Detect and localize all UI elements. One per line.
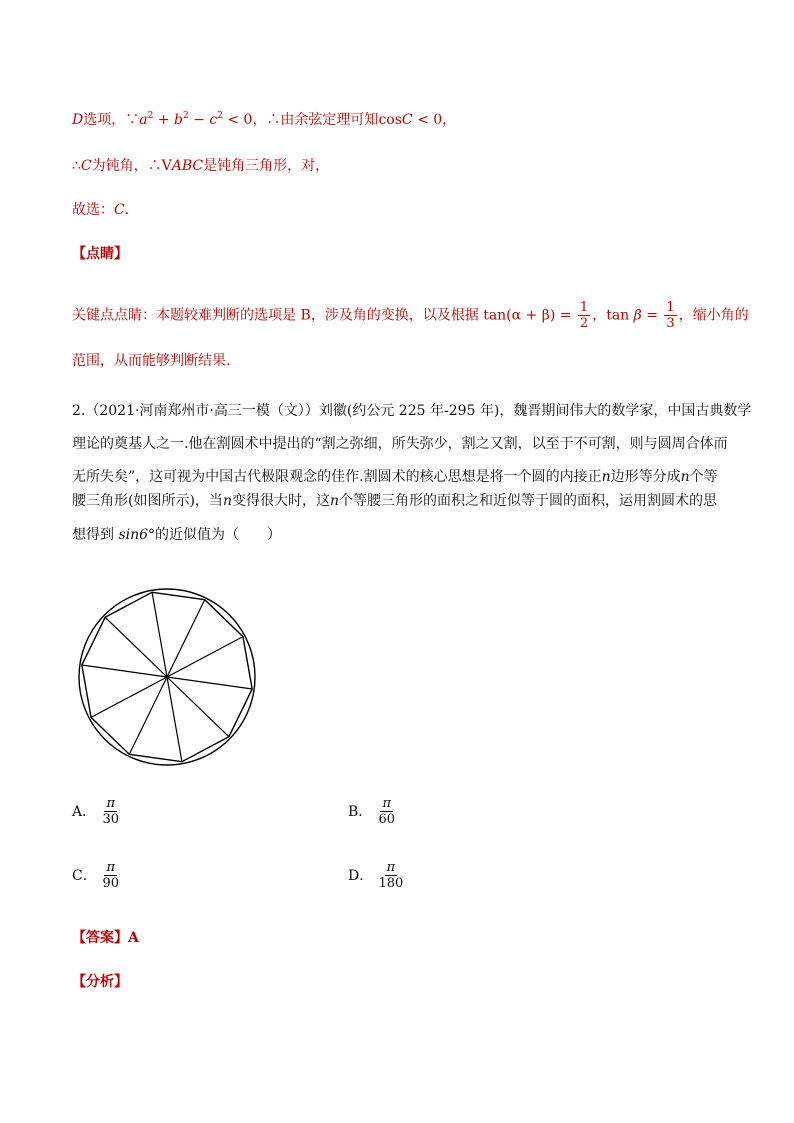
q2-line-1: 2.（2021·河南郑州市·高三一模（文））刘徽(约公元 225 年-295 年)，魏晋期间伟大的数学家，中国古典数学 — [72, 403, 752, 419]
cos-lt: < 0 — [412, 112, 443, 128]
var-n: n — [680, 469, 690, 485]
exp-a: 2 — [147, 111, 154, 121]
obtuse-text: 为钝角，∴ — [91, 158, 162, 174]
option-b-num: π — [382, 796, 391, 811]
polygon-group — [82, 592, 252, 761]
spoke-line — [129, 677, 167, 754]
spoke-line — [91, 677, 167, 717]
line-tail: ， — [442, 112, 457, 128]
var-n: n — [222, 493, 232, 509]
q2-line3-c: 个等 — [689, 469, 718, 485]
cos-func: cos — [378, 112, 402, 128]
sin-expression: sin6° — [118, 527, 156, 543]
option-c-num: π — [106, 860, 115, 875]
q2-line4-c: 个等腰三角形的面积之和近似等于圆的面积，运用割圆术的思 — [339, 493, 717, 509]
option-d-text: 选项，∵ — [83, 112, 140, 128]
solution-choice-line — [72, 200, 129, 220]
key-point-tail: ，缩小角的 — [678, 307, 749, 324]
key-point-text: 关键点点睛：本题较难判断的选项是 B，涉及角的变换，以及根据 — [72, 307, 484, 324]
cos-var: C — [401, 112, 413, 128]
inscribed-polygon-figure — [76, 586, 258, 768]
triangle-abc: ABC — [171, 158, 204, 174]
var-n: n — [329, 493, 339, 509]
choice-suffix: . — [124, 202, 130, 218]
beta-var: β — [633, 307, 642, 324]
analysis-heading: 【分析】 — [72, 974, 128, 990]
option-d-den: 180 — [378, 876, 404, 891]
frac1-num: 1 — [579, 300, 589, 315]
solution-line-d — [72, 106, 456, 130]
option-a-den: 30 — [102, 812, 119, 827]
option-b-label: B． — [348, 803, 373, 820]
var-n: n — [601, 469, 611, 485]
spoke-line — [167, 600, 205, 677]
option-c-fraction — [100, 860, 121, 891]
q2-line4-b: 变得很大时，这 — [231, 493, 330, 509]
exp-b: 2 — [182, 111, 189, 121]
fraction-one-third — [664, 300, 676, 331]
fraction-one-half — [578, 300, 590, 331]
option-c-den: 90 — [102, 876, 119, 891]
q2-line4-a: 腰三角形(如图所示)，当 — [72, 493, 223, 509]
q2-line-2: 理论的奠基人之一.他在割圆术中提出的“割之弥细，所失弥少，割之又割，以至于不可割，则与圆周合体而 — [72, 436, 728, 452]
var-a: a — [139, 112, 148, 128]
q2-line3-b: 边形等分成 — [610, 469, 681, 485]
equals: = — [641, 307, 658, 324]
answer-heading: 【答案】 — [72, 930, 128, 946]
option-b-fraction — [376, 796, 397, 827]
triangle-symbol: V — [161, 158, 172, 174]
var-c-angle: C — [80, 158, 92, 174]
obtuse-conclusion: 是钝角三角形，对， — [203, 158, 330, 174]
option-c-label: C． — [72, 867, 97, 884]
option-a-label: A． — [72, 803, 97, 820]
solution-line-obtuse — [72, 156, 329, 176]
option-a-fraction — [100, 796, 121, 827]
option-d-fraction — [376, 860, 405, 891]
var-b: b — [173, 112, 183, 128]
q2-line-4 — [72, 491, 717, 511]
option-d-label: D． — [348, 867, 374, 884]
option-a-num: π — [106, 796, 115, 811]
q2-line5-b: 的近似值为（ ） — [155, 527, 282, 543]
option-b-den: 60 — [378, 812, 395, 827]
cosine-law-text: ，∴由余弦定理可知 — [252, 112, 379, 128]
key-point-line-2: 范围，从而能够判断结果. — [72, 353, 231, 369]
op-lt: < 0 — [222, 112, 253, 128]
choice-prefix: 故选： — [72, 202, 114, 218]
exp-c: 2 — [217, 111, 223, 121]
frac1-den: 2 — [579, 316, 589, 331]
spoke-line — [167, 677, 252, 689]
key-point-line — [72, 300, 749, 331]
choice-answer: C — [114, 202, 125, 218]
q2-line3-a: 无所失矣”，这可视为中国古代极限观念的佳作.割圆术的核心思想是将一个圆的内接正 — [72, 469, 602, 485]
op-minus: − — [188, 112, 210, 128]
option-a[interactable] — [72, 796, 123, 827]
therefore-symbol: ∴ — [72, 158, 81, 174]
q2-line5-a: 想得到 — [72, 527, 119, 543]
spoke-line — [167, 637, 243, 677]
option-d[interactable] — [348, 860, 407, 891]
var-c: c — [209, 112, 218, 128]
dianjing-heading: 【点睛】 — [72, 246, 128, 262]
q2-line-5 — [72, 525, 281, 545]
answer-value: A — [128, 930, 139, 946]
op-plus: + — [153, 112, 174, 128]
option-c[interactable] — [72, 860, 123, 891]
q2-line-3 — [72, 467, 718, 487]
answer-line — [72, 928, 139, 948]
frac2-den: 3 — [666, 316, 675, 331]
option-d-label: D — [72, 112, 84, 128]
tan-beta-prefix: ，tan — [592, 307, 634, 324]
option-d-num: π — [386, 860, 396, 875]
tan-expression: tan(α + β) = — [483, 307, 572, 324]
spoke-line — [82, 665, 167, 677]
option-b[interactable] — [348, 796, 399, 827]
frac2-num: 1 — [666, 300, 675, 315]
